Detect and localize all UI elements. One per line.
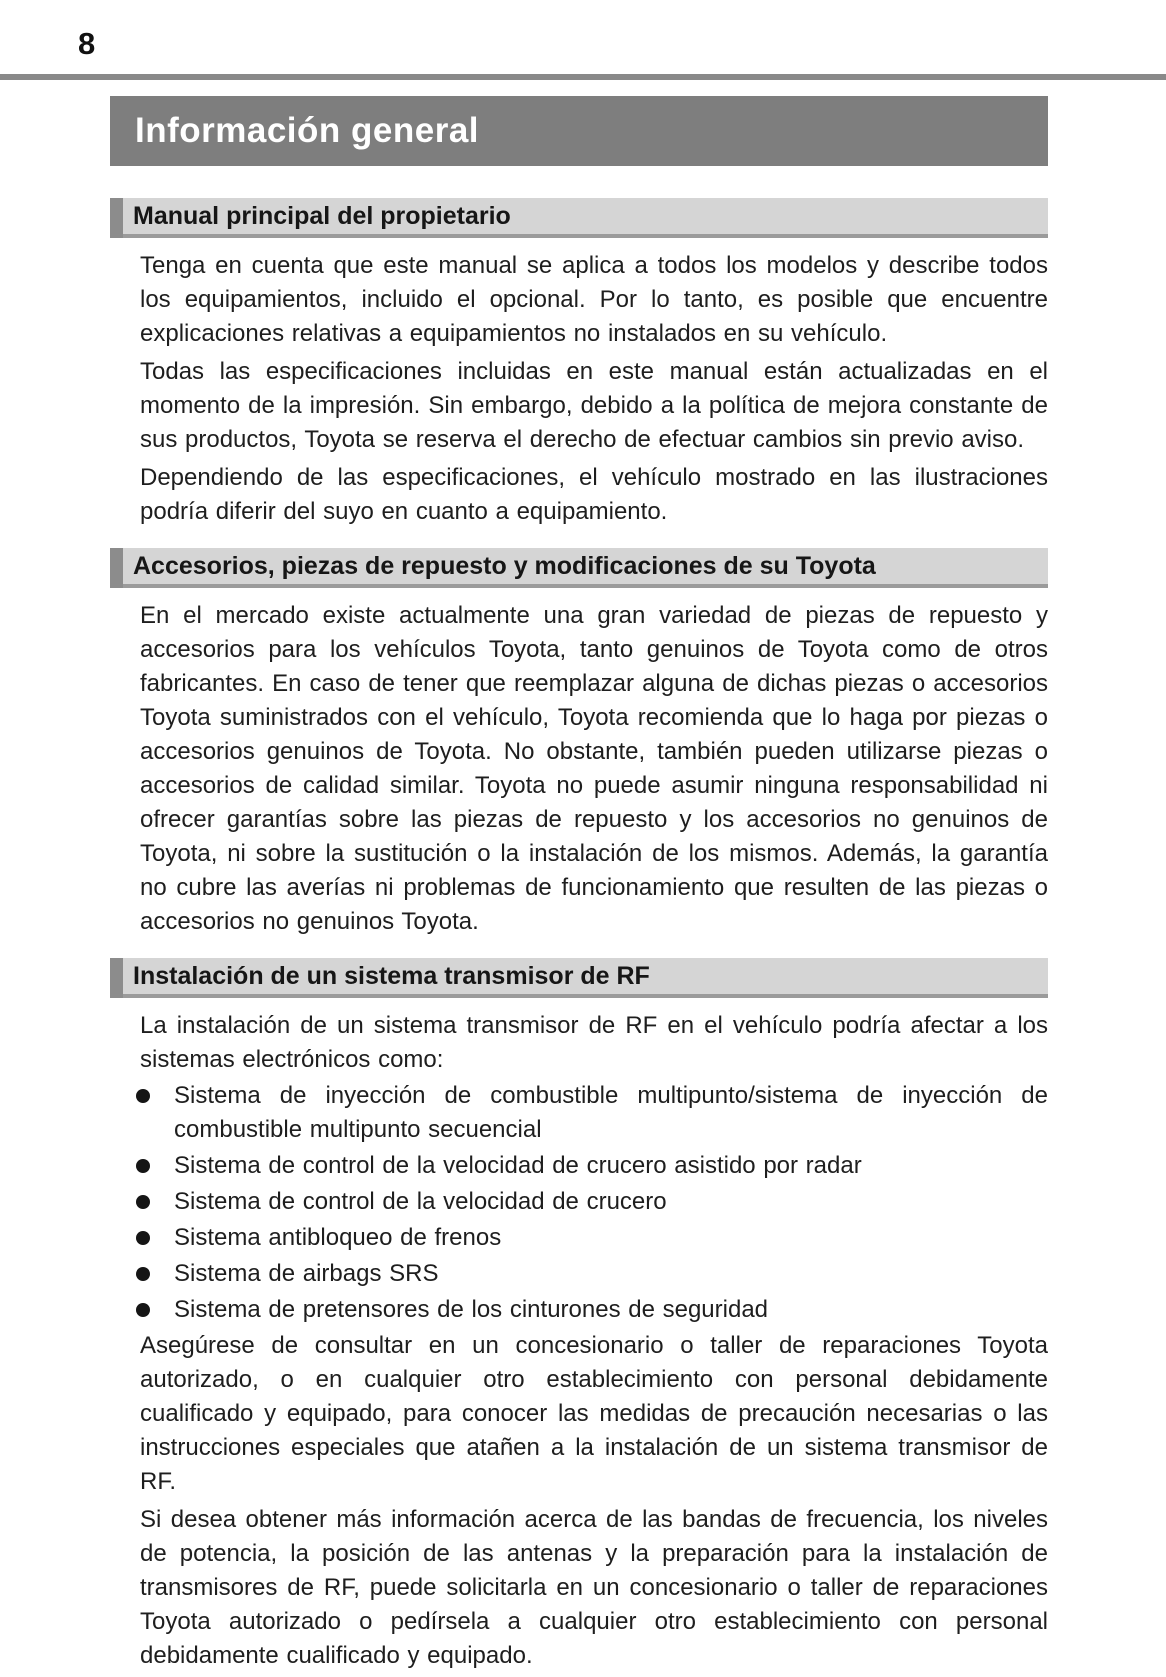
- list-item: [140, 1185, 1048, 1219]
- bullet-icon: [136, 1231, 150, 1245]
- heading-accent-mark: [110, 548, 123, 588]
- paragraph: En el mercado existe actualmente una gran variedad de piezas de repuesto y accesorios para los vehículos Toyota, tanto genuinos de Toyota como de otros fabricantes. En caso de tener que reemplazar alguna de dichas piezas o accesorios Toyota suministrados con el vehículo, Toyota recomienda que lo haga por piezas o accesorios genuinos de Toyota. No obstante, también pueden utilizarse piezas o accesorios de calidad similar. Toyota no puede asumir ninguna responsabilidad ni ofrecer garantías sobre las piezas de repuesto y los accesorios no genuinos de Toyota, ni sobre la sustitución o la instalación de los mismos. Además, la garantía no cubre las averías ni problemas de funcionamiento que resulten de las piezas o accesorios no genuinos Toyota.: [140, 602, 1048, 935]
- section-body: [110, 599, 1048, 939]
- bullet-icon: [136, 1195, 150, 1209]
- section-heading-label: Manual principal del propietario: [133, 201, 511, 230]
- list-item-text: Sistema de control de la velocidad de crucero asistido por radar: [174, 1152, 862, 1179]
- page-number: 8: [78, 26, 96, 61]
- section-body: [110, 1009, 1048, 1673]
- section-heading-bar: [110, 958, 1048, 998]
- bullet-icon: [136, 1267, 150, 1281]
- header-rule: [0, 74, 1166, 80]
- paragraph: La instalación de un sistema transmisor de RF en el vehículo podría afectar a los sistemas electrónicos como:: [140, 1012, 1048, 1073]
- bullet-icon: [136, 1303, 150, 1317]
- heading-accent-mark: [110, 198, 123, 238]
- system-list: [140, 1079, 1048, 1327]
- paragraph: Todas las especificaciones incluidas en este manual están actualizadas en el momento de la impresión. Sin embargo, debido a la política de mejora constante de sus productos, Toyota se reserva el derecho de efectuar cambios sin previo aviso.: [140, 358, 1048, 453]
- list-item: [140, 1293, 1048, 1327]
- section-manual-principal: [110, 198, 1048, 529]
- chapter-title: Información general: [135, 111, 480, 150]
- list-item-text: Sistema de airbags SRS: [174, 1260, 439, 1287]
- bullet-icon: [136, 1159, 150, 1173]
- list-item: [140, 1257, 1048, 1291]
- section-heading-label: Accesorios, piezas de repuesto y modificaciones de su Toyota: [133, 551, 876, 580]
- chapter-title-bar: [110, 96, 1048, 166]
- heading-accent-mark: [110, 958, 123, 998]
- section-heading-bar: [110, 548, 1048, 588]
- list-item: [140, 1079, 1048, 1147]
- list-item-text: Sistema antibloqueo de frenos: [174, 1224, 502, 1251]
- list-item-text: Sistema de pretensores de los cinturones de seguridad: [174, 1296, 769, 1323]
- section-heading-bar: [110, 198, 1048, 238]
- paragraph: Asegúrese de consultar en un concesionario o taller de reparaciones Toyota autorizado, o en cualquier otro establecimiento con personal debidamente cualificado y equipado, para conocer las medidas de precaución necesarias o las instrucciones especiales que atañen a la instalación de un sistema transmisor de RF.: [140, 1332, 1048, 1495]
- list-item-text: Sistema de inyección de combustible multipunto/sistema de inyección de combustible multipunto secuencial: [174, 1082, 1048, 1143]
- section-body: [110, 249, 1048, 529]
- paragraph: Si desea obtener más información acerca de las bandas de frecuencia, los niveles de potencia, la posición de las antenas y la preparación para la instalación de transmisores de RF, puede solicitarla en un concesionario o taller de reparaciones Toyota autorizado o pedírsela a cualquier otro establecimiento con personal debidamente cualificado y equipado.: [140, 1506, 1048, 1669]
- bullet-icon: [136, 1089, 150, 1103]
- paragraph: Dependiendo de las especificaciones, el vehículo mostrado en las ilustraciones podría diferir del suyo en cuanto a equipamiento.: [140, 464, 1048, 525]
- paragraph: Tenga en cuenta que este manual se aplica a todos los modelos y describe todos los equipamientos, incluido el opcional. Por lo tanto, es posible que encuentre explicaciones relativas a equipamientos no instalados en su vehículo.: [140, 252, 1048, 347]
- list-item: [140, 1221, 1048, 1255]
- section-heading-label: Instalación de un sistema transmisor de RF: [133, 961, 650, 990]
- section-accesorios: [110, 548, 1048, 939]
- section-transmisor-rf: [110, 958, 1048, 1673]
- page-content: [110, 96, 1048, 1677]
- list-item-text: Sistema de control de la velocidad de crucero: [174, 1188, 667, 1215]
- list-item: [140, 1149, 1048, 1183]
